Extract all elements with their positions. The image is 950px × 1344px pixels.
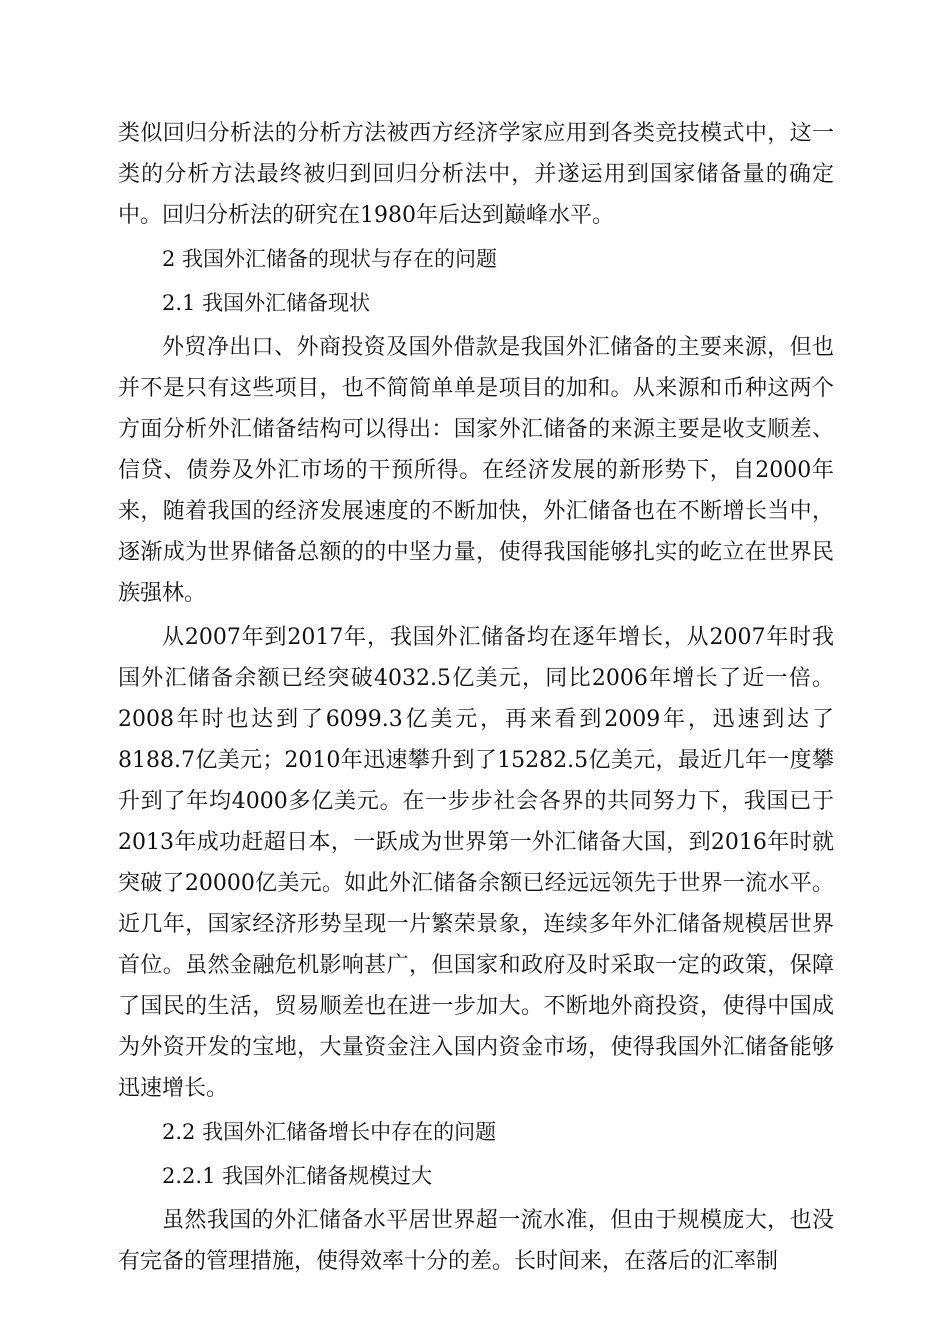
document-page bbox=[118, 113, 834, 1282]
paragraph-reserve-sources: 外贸净出口、外商投资及国外借款是我国外汇储备的主要来源，但也并不是只有这些项目，也不简简单单是项目的加和。从来源和币种这两个方面分析外汇储备结构可以得出：国家外汇储备的来源主要是收支顺差、信贷、债券及外汇市场的干预所得。在经济发展的新形势下，自2000年来，随着我国的经济发展速度的不断加快，外汇储备也在不断增长当中，逐渐成为世界储备总额的的中坚力量，使得我国能够扎实的屹立在世界民族强林。 bbox=[118, 335, 834, 606]
paragraph-reserve-scale: 虽然我国的外汇储备水平居世界超一流水准，但由于规模庞大，也没有完备的管理措施，使得效率十分的差。长时间来，在落后的汇率制 bbox=[118, 1208, 834, 1274]
paragraph-regression-intro: 类似回归分析法的分析方法被西方经济学家应用到各类竞技模式中，这一类的分析方法最终被归到回归分析法中，并遂运用到国家储备量的确定中。回归分析法的研究在1980年后达到巅峰水平。 bbox=[118, 121, 834, 228]
paragraph-reserve-growth: 从2007年到2017年，我国外汇储备均在逐年增长，从2007年时我国外汇储备余额已经突破4032.5亿美元，同比2006年增长了近一倍。2008年时也达到了6099.3亿美元，再来看到2009年，迅速到达了8188.7亿美元；2010年迅速攀升到了15282.5亿美元，最近几年一度攀升到了年均4000多亿美元。在一步步社会各界的共同努力下，我国已于2013年成功赶超日本，一跃成为世界第一外汇储备大国，到2016年时就突破了20000亿美元。如此外汇储备余额已经远远领先于世界一流水平。近几年，国家经济形势呈现一片繁荣景象，连续多年外汇储备规模居世界首位。虽然金融危机影响甚广，但国家和政府及时采取一定的政策，保障了国民的生活，贸易顺差也在进一步加大。不断地外商投资，使得中国成为外资开发的宝地，大量资金注入国内资金市场，使得我国外汇储备能够迅速增长。 bbox=[118, 625, 834, 1101]
section-heading-2-2-1: 2.2.1 我国外汇储备规模过大 bbox=[162, 1164, 433, 1188]
section-heading-2-1: 2.1 我国外汇储备现状 bbox=[162, 291, 371, 315]
section-heading-2: 2 我国外汇储备的现状与存在的问题 bbox=[162, 247, 498, 271]
section-heading-2-2: 2.2 我国外汇储备增长中存在的问题 bbox=[162, 1120, 497, 1144]
